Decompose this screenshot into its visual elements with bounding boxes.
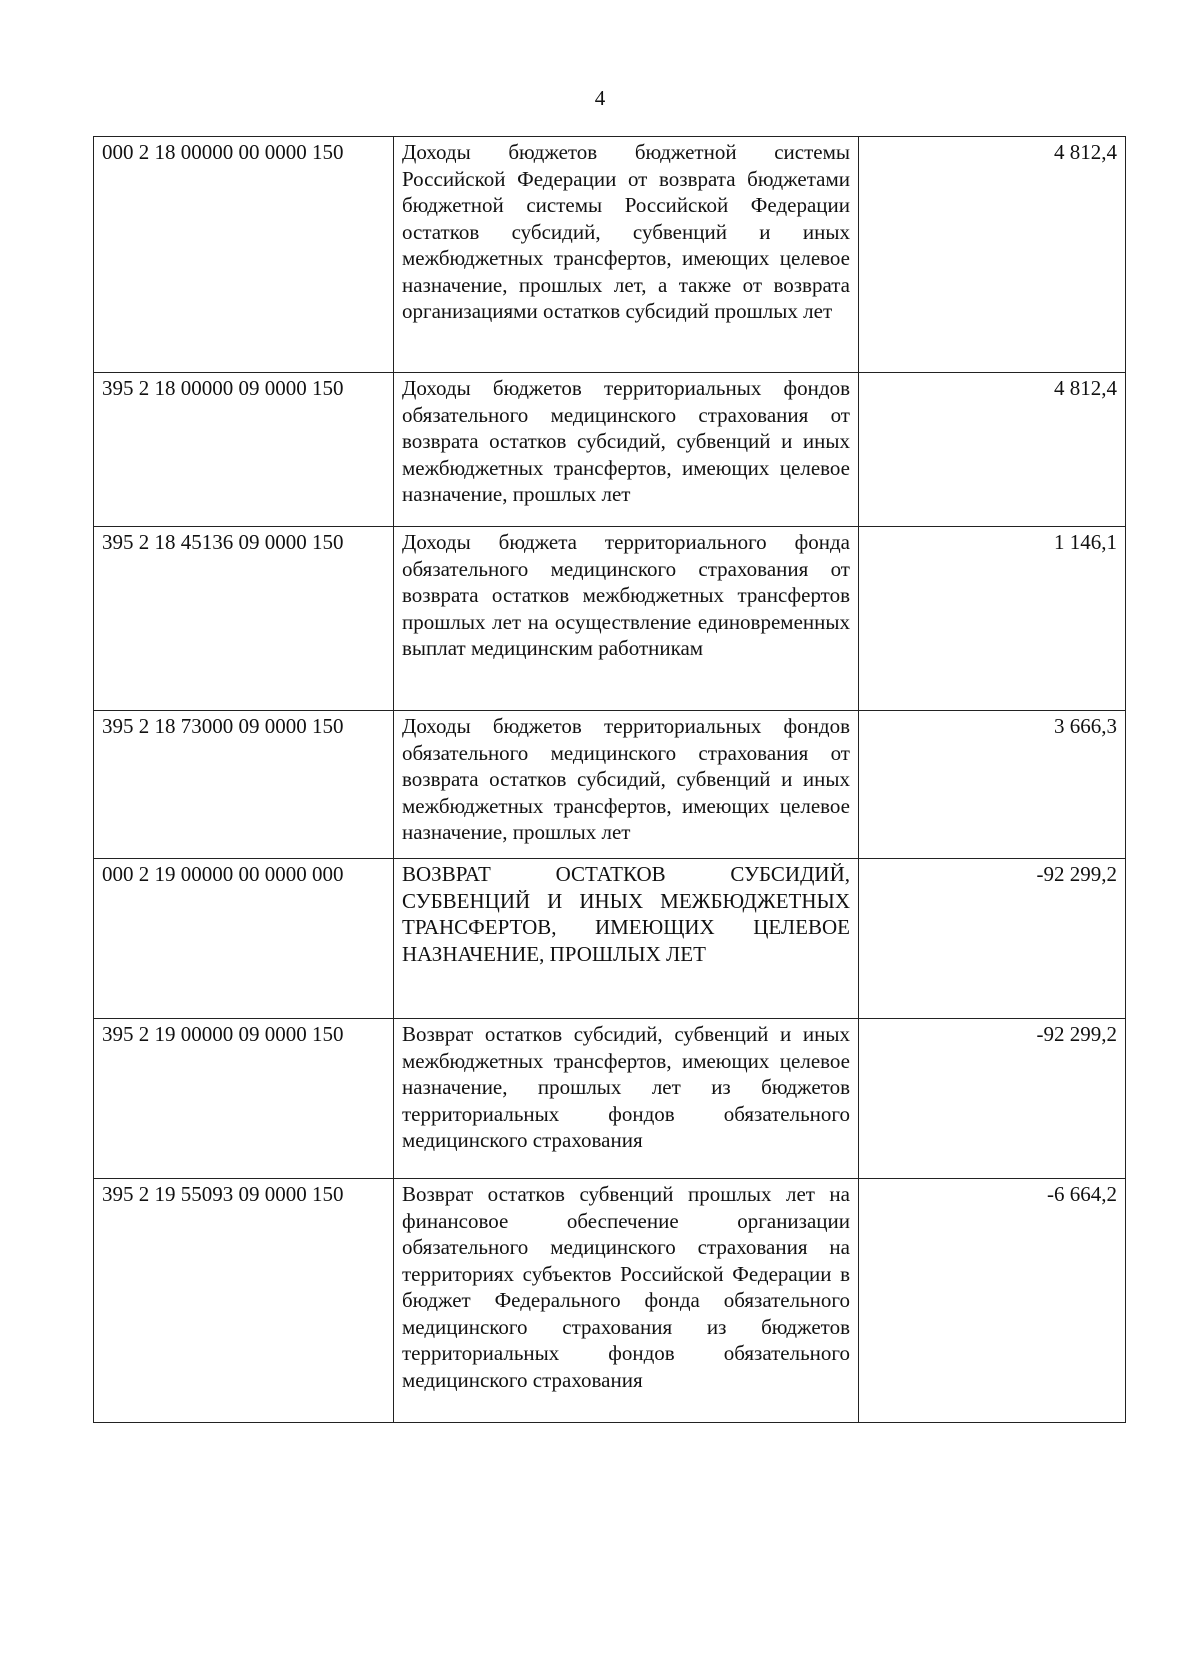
- description-cell: Доходы бюджетов территориальных фондов обязательного медицинского страхования от возврата остатков субсидий, субвенций и иных межбюджетных трансфертов, имеющих целевое назначение, прошлых лет: [394, 373, 859, 527]
- budget-code-cell: 000 2 18 00000 00 0000 150: [94, 137, 394, 373]
- amount-cell: 1 146,1: [859, 527, 1126, 711]
- amount-cell: 4 812,4: [859, 137, 1126, 373]
- table-row: [94, 137, 1126, 373]
- amount-cell: -92 299,2: [859, 859, 1126, 1019]
- amount-cell: -6 664,2: [859, 1179, 1126, 1423]
- amount-cell: 3 666,3: [859, 711, 1126, 859]
- budget-revenue-table: [93, 136, 1126, 1423]
- budget-code-cell: 395 2 18 73000 09 0000 150: [94, 711, 394, 859]
- description-cell: Возврат остатков субсидий, субвенций и иных межбюджетных трансфертов, имеющих целевое назначение, прошлых лет из бюджетов территориальных фондов обязательного медицинского страхования: [394, 1019, 859, 1179]
- amount-cell: 4 812,4: [859, 373, 1126, 527]
- budget-code-cell: 395 2 18 00000 09 0000 150: [94, 373, 394, 527]
- table-row: [94, 711, 1126, 859]
- page-number: 4: [594, 86, 606, 110]
- table-row: [94, 527, 1126, 711]
- description-cell: Доходы бюджета территориального фонда обязательного медицинского страхования от возврата остатков межбюджетных трансфертов прошлых лет на осуществление единовременных выплат медицинским работникам: [394, 527, 859, 711]
- description-cell: ВОЗВРАТ ОСТАТКОВ СУБСИДИЙ, СУБВЕНЦИЙ И ИНЫХ МЕЖБЮДЖЕТНЫХ ТРАНСФЕРТОВ, ИМЕЮЩИХ ЦЕЛЕВОЕ НАЗНАЧЕНИЕ, ПРОШЛЫХ ЛЕТ: [394, 859, 859, 1019]
- table-row: [94, 1179, 1126, 1423]
- table-row: [94, 373, 1126, 527]
- table-row: [94, 859, 1126, 1019]
- budget-code-cell: 395 2 18 45136 09 0000 150: [94, 527, 394, 711]
- budget-code-cell: 395 2 19 00000 09 0000 150: [94, 1019, 394, 1179]
- table-row: [94, 1019, 1126, 1179]
- description-cell: Доходы бюджетов бюджетной системы Российской Федерации от возврата бюджетами бюджетной системы Российской Федерации остатков субсидий, субвенций и иных межбюджетных трансфертов, имеющих целевое назначение, прошлых лет, а также от возврата организациями остатков субсидий прошлых лет: [394, 137, 859, 373]
- budget-code-cell: 395 2 19 55093 09 0000 150: [94, 1179, 394, 1423]
- budget-code-cell: 000 2 19 00000 00 0000 000: [94, 859, 394, 1019]
- description-cell: Доходы бюджетов территориальных фондов обязательного медицинского страхования от возврата остатков субсидий, субвенций и иных межбюджетных трансфертов, имеющих целевое назначение, прошлых лет: [394, 711, 859, 859]
- amount-cell: -92 299,2: [859, 1019, 1126, 1179]
- description-cell: Возврат остатков субвенций прошлых лет на финансовое обеспечение организации обязательного медицинского страхования на территориях субъектов Российской Федерации в бюджет Федерального фонда обязательного медицинского страхования из бюджетов территориальных фондов обязательного медицинского страхования: [394, 1179, 859, 1423]
